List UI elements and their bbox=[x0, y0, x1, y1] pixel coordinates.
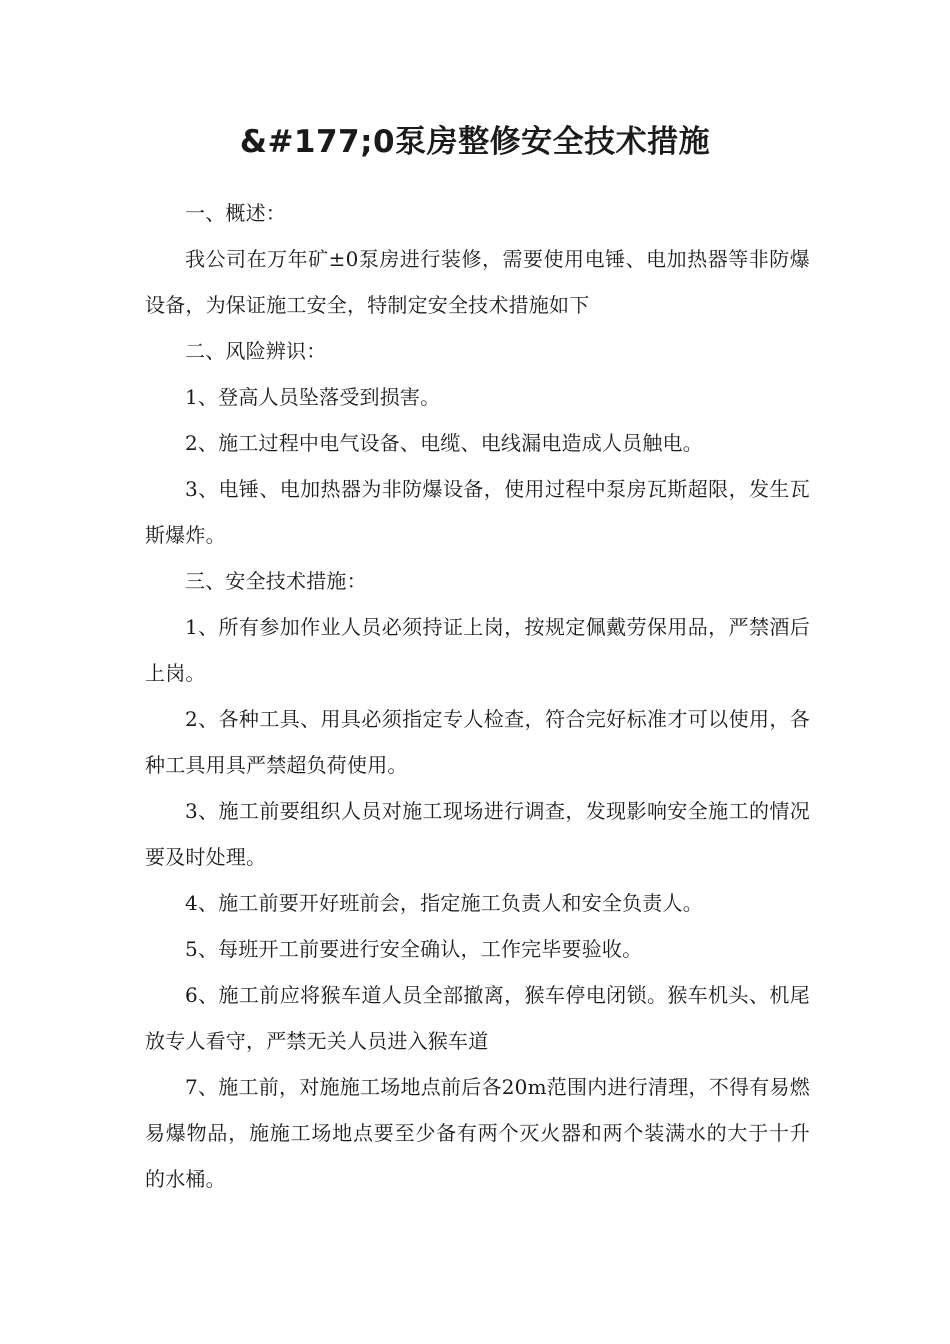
section-heading-risk: 二、风险辨识： bbox=[185, 339, 327, 363]
paragraph-measure-4: 4、施工前要开好班前会，指定施工负责人和安全负责人。 bbox=[185, 891, 703, 915]
paragraph-measure-2: 2、各种工具、用具必须指定专人检查，符合完好标准才可以使用，各种工具用具严禁超负荷使用。 bbox=[145, 707, 810, 777]
paragraph-measure-5: 5、每班开工前要进行安全确认，工作完毕要验收。 bbox=[185, 937, 643, 961]
paragraph-measure-7: 7、施工前，对施施工场地点前后各20m范围内进行清理，不得有易燃易爆物品，施施工场地点要至少备有两个灭火器和两个装满水的大于十升的水桶。 bbox=[145, 1075, 810, 1191]
paragraph-measure-6: 6、施工前应将猴车道人员全部撤离，猴车停电闭锁。猴车机头、机尾放专人看守，严禁无关人员进入猴车道 bbox=[145, 983, 810, 1053]
section-heading-measures: 三、安全技术措施： bbox=[185, 569, 367, 593]
section-heading-overview: 一、概述： bbox=[185, 201, 286, 225]
paragraph-risk-1: 1、登高人员坠落受到损害。 bbox=[185, 385, 441, 409]
document-title: &#177;0泵房整修安全技术措施 bbox=[239, 124, 711, 160]
document-body bbox=[145, 190, 810, 1202]
paragraph-risk-3: 3、电锤、电加热器为非防爆设备，使用过程中泵房瓦斯超限，发生瓦斯爆炸。 bbox=[145, 477, 810, 547]
paragraph-measure-1: 1、所有参加作业人员必须持证上岗，按规定佩戴劳保用品，严禁酒后上岗。 bbox=[145, 615, 810, 685]
paragraph-measure-3: 3、施工前要组织人员对施工现场进行调查，发现影响安全施工的情况要及时处理。 bbox=[145, 799, 810, 869]
paragraph-overview: 我公司在万年矿±0泵房进行装修，需要使用电锤、电加热器等非防爆设备，为保证施工安全，特制定安全技术措施如下 bbox=[145, 247, 810, 317]
paragraph-risk-2: 2、施工过程中电气设备、电缆、电线漏电造成人员触电。 bbox=[185, 431, 703, 455]
